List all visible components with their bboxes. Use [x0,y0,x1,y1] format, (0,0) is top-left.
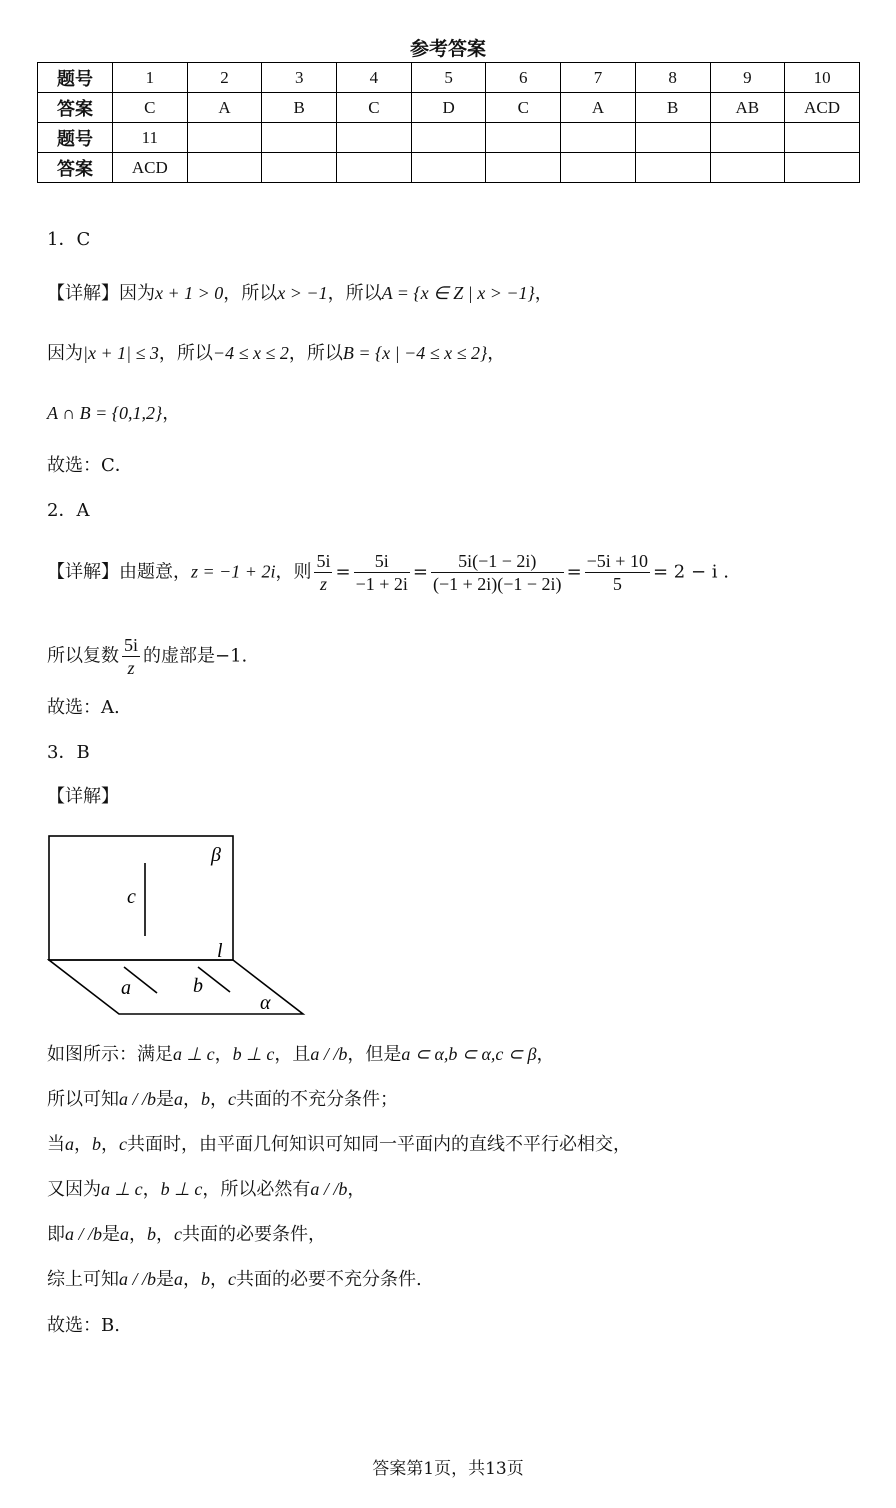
math: a / /b [119,1089,157,1109]
table-cell: 9 [710,63,785,93]
table-cell: 1 [113,63,188,93]
result: = 2 − i . [652,561,729,583]
equals: = [566,561,582,583]
text: ，所以必然有 [202,1179,311,1200]
q3-line-4 [47,1177,365,1202]
text: ， [162,403,181,424]
math: c [119,1134,127,1154]
text: 是 [156,1089,175,1110]
table-row [38,123,860,153]
table-cell [561,153,636,183]
table-cell [337,153,412,183]
math: z = −1 + 2i [191,561,276,582]
math: a / /b [310,1179,348,1199]
math: a / /b [65,1224,103,1244]
q1-line-1 [47,281,553,306]
text: ， [183,1269,202,1290]
table-cell [262,153,337,183]
fraction [314,550,332,595]
text: 综上可知 [47,1269,119,1290]
table-cell [635,123,710,153]
text: ， [156,1224,175,1245]
table-cell [785,123,860,153]
text: ， [101,1134,119,1155]
label-c: c [127,886,136,908]
detail-label: 【详解】 [47,283,119,304]
table-cell: C [486,93,561,123]
math: a / /b [119,1269,157,1289]
table-cell [710,153,785,183]
equals: = [335,561,351,583]
math: a [65,1134,74,1154]
table-cell [337,123,412,153]
page-title: 参考答案 [409,38,486,60]
planes-figure [47,833,307,1018]
fraction [122,634,140,679]
table-cell: D [411,93,486,123]
detail-label: 【详解】 [47,561,119,583]
label-a: a [121,977,131,999]
table-cell: 8 [635,63,710,93]
text: ， [142,1179,161,1200]
table-cell: A [187,93,262,123]
fraction [354,550,410,595]
q3-line-2 [47,1087,398,1112]
numerator: 5i(−1 − 2i) [431,550,564,573]
text: ，所以 [327,283,382,304]
text: 共面的不充分条件； [236,1089,399,1110]
math: a ⊥ c [101,1179,143,1199]
denominator: 5 [612,574,622,594]
denominator: z [127,658,135,678]
text: ， [183,1089,202,1110]
q3-line-3 [47,1132,631,1157]
q3-detail-label [47,785,119,809]
table-cell [785,153,860,183]
text: 当 [47,1134,65,1155]
row-label: 题号 [38,123,113,153]
table-cell [411,153,486,183]
q1-line-2 [47,341,505,366]
math: a [174,1269,184,1289]
text: ，则 [275,561,312,583]
table-cell: 11 [113,123,188,153]
table-cell: ACD [785,93,860,123]
math: −1. [215,645,248,667]
text: ， [210,1089,229,1110]
table-cell [411,123,486,153]
page-footer: 答案第1页，共13页 [372,1459,524,1479]
table-cell: 2 [187,63,262,93]
math: b [147,1224,157,1244]
q1-heading: 1．C [47,229,91,250]
fraction [585,550,650,595]
math: A ∩ B = {0,1,2} [47,403,163,423]
text: 共面时，由平面几何知识可知同一平面内的直线不平行必相交， [127,1134,631,1155]
math: c [228,1269,237,1289]
numerator: 5i [124,635,139,655]
numerator: 5i [354,550,410,573]
table-cell: 5 [411,63,486,93]
q2-choice: 故选：A. [47,697,120,718]
table-cell [486,123,561,153]
table-cell [187,153,262,183]
answer-table [37,62,860,183]
math: c [174,1224,183,1244]
q3-line-6 [47,1267,422,1292]
text: ， [129,1224,148,1245]
table-row [38,93,860,123]
q3-line-1 [47,1042,554,1067]
text: ，所以 [223,283,278,304]
table-cell: AB [710,93,785,123]
q2-heading: 2．A [47,500,90,521]
text: 因为 [119,283,155,304]
text: 因为 [47,343,83,364]
text: 由题意， [119,561,191,583]
table-cell: 10 [785,63,860,93]
math: |x + 1| ≤ 3 [83,343,159,363]
table-row [38,63,860,93]
label-b: b [193,975,203,997]
text: 如图所示：满足 [47,1044,173,1065]
math: a ⊥ c [173,1044,215,1064]
label-beta: β [211,844,221,866]
label-l: l [217,940,223,962]
text: 共面的必要不充分条件. [236,1269,422,1290]
text: 即 [47,1224,65,1245]
text: 所以复数 [47,645,119,667]
text: ， [534,283,553,304]
text: ， [347,1179,366,1200]
text: 是 [156,1269,175,1290]
plane-beta [49,836,233,960]
detail-label: 【详解】 [47,786,119,807]
fraction [431,550,564,595]
math: B = {x | −4 ≤ x ≤ 2} [342,343,488,363]
denominator: (−1 + 2i)(−1 − 2i) [432,574,562,594]
q3-line-5 [47,1222,326,1247]
math: b [92,1134,101,1154]
table-cell: 6 [486,63,561,93]
math: a / /b [310,1044,348,1064]
table-cell: 3 [262,63,337,93]
text: ，所以 [288,343,343,364]
text: ， [214,1044,233,1065]
math: x + 1 > 0 [155,283,224,303]
table-cell: ACD [113,153,188,183]
math: a ⊂ α,b ⊂ α,c ⊂ β [401,1044,537,1064]
label-alpha: α [260,992,271,1014]
table-cell: C [337,93,412,123]
q1-choice: 故选：C． [47,455,133,476]
math: b [201,1089,211,1109]
text: 又因为 [47,1179,101,1200]
math: −4 ≤ x ≤ 2 [212,343,289,363]
q3-choice: 故选：B. [47,1315,120,1336]
numerator: −5i + 10 [586,551,648,571]
table-cell [561,123,636,153]
table-cell [710,123,785,153]
numerator: 5i [316,551,331,571]
table-cell [635,153,710,183]
text: 的虚部是 [143,645,216,667]
table-cell: 7 [561,63,636,93]
text: ， [536,1044,555,1065]
table-cell [262,123,337,153]
equals: = [412,561,428,583]
q1-line-3 [47,401,180,426]
row-label: 题号 [38,63,113,93]
text: ， [487,343,506,364]
math: c [228,1089,237,1109]
table-row [38,153,860,183]
table-cell: C [113,93,188,123]
math: b ⊥ c [232,1044,275,1064]
row-label: 答案 [38,153,113,183]
math: A = {x ∈ Z | x > −1} [381,283,535,303]
q2-line-1 [47,550,729,595]
text: ，但是 [347,1044,402,1065]
denominator: −1 + 2i [355,574,408,594]
table-cell [486,153,561,183]
table-cell: A [561,93,636,123]
text: 所以可知 [47,1089,119,1110]
math: a [174,1089,184,1109]
text: 是 [102,1224,121,1245]
math: b [201,1269,211,1289]
text: 共面的必要条件， [182,1224,327,1245]
math: x > −1 [277,283,328,303]
text: ， [74,1134,92,1155]
table-cell: 4 [337,63,412,93]
math: a [120,1224,130,1244]
row-label: 答案 [38,93,113,123]
text: ，所以 [158,343,213,364]
text: ，且 [274,1044,311,1065]
denominator: z [319,574,327,594]
math: b ⊥ c [160,1179,203,1199]
q3-heading: 3．B [47,742,90,763]
table-cell: B [262,93,337,123]
table-cell: B [635,93,710,123]
table-cell [187,123,262,153]
q2-line-2 [47,634,247,679]
text: ， [210,1269,229,1290]
